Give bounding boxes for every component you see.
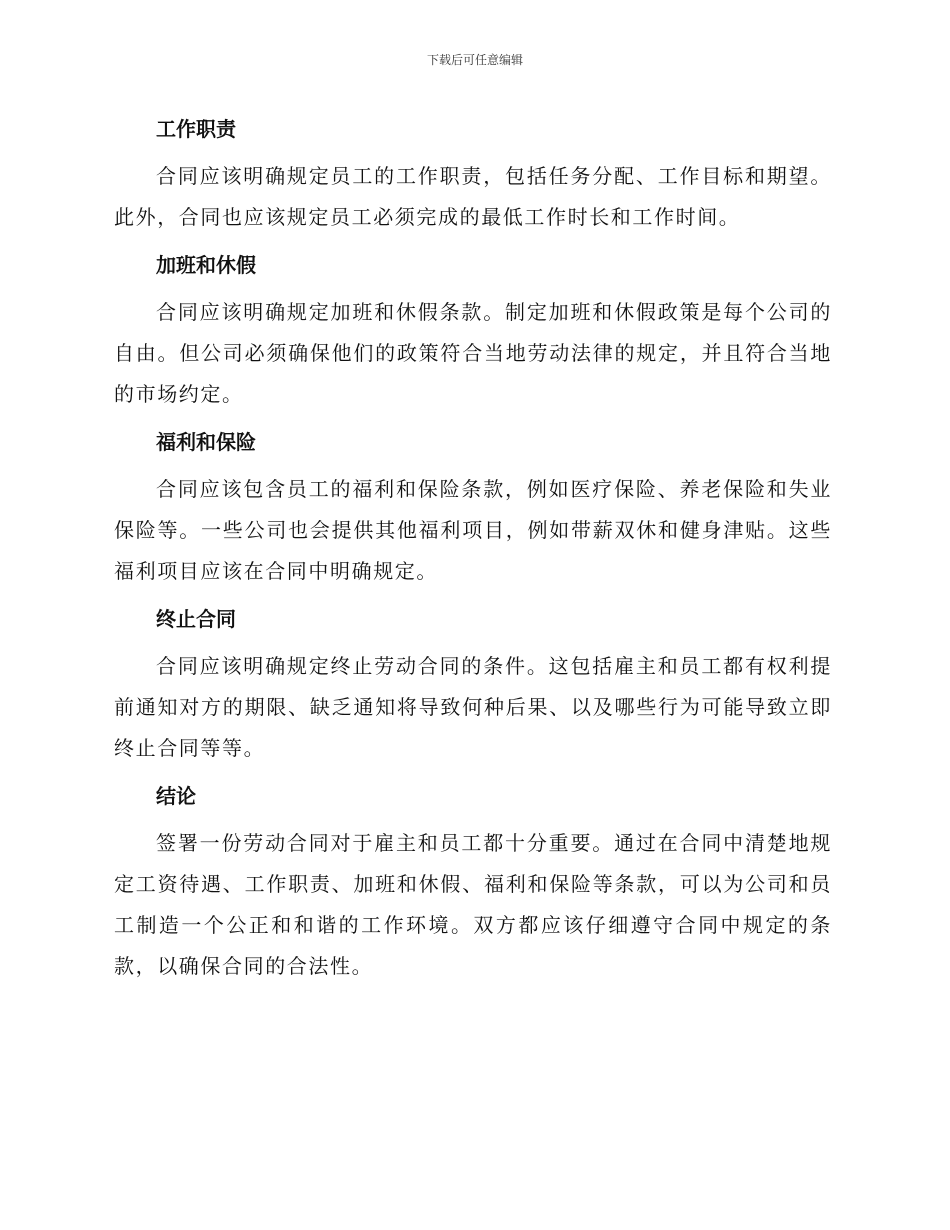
section-work-duties xyxy=(114,108,832,238)
section-heading: 结论 xyxy=(156,784,196,808)
section-paragraph: 合同应该包含员工的福利和保险条款，例如医疗保险、养老保险和失业保险等。一些公司也会提供其他福利项目，例如带薪双休和健身津贴。这些福利项目应该在合同中明确规定。 xyxy=(114,477,832,583)
section-paragraph: 合同应该明确规定员工的工作职责，包括任务分配、工作目标和期望。此外，合同也应该规定员工必须完成的最低工作时长和工作时间。 xyxy=(114,164,832,229)
document-body xyxy=(114,108,832,993)
section-paragraph: 签署一份劳动合同对于雇主和员工都十分重要。通过在合同中清楚地规定工资待遇、工作职责、加班和休假、福利和保险等条款，可以为公司和员工制造一个公正和和谐的工作环境。双方都应该仔细遵守合同中规定的条款，以确保合同的合法性。 xyxy=(114,831,832,978)
section-paragraph: 合同应该明确规定加班和休假条款。制定加班和休假政策是每个公司的自由。但公司必须确保他们的政策符合当地劳动法律的规定，并且符合当地的市场约定。 xyxy=(114,300,832,406)
section-conclusion xyxy=(114,775,832,987)
section-benefits-insurance xyxy=(114,421,832,592)
section-heading: 终止合同 xyxy=(156,607,236,631)
section-paragraph: 合同应该明确规定终止劳动合同的条件。这包括雇主和员工都有权利提前通知对方的期限、缺乏通知将导致何种后果、以及哪些行为可能导致立即终止合同等等。 xyxy=(114,654,832,760)
page-header: 下载后可任意编辑 xyxy=(426,53,523,67)
section-heading: 工作职责 xyxy=(156,117,236,141)
section-termination xyxy=(114,598,832,769)
section-overtime-leave xyxy=(114,244,832,415)
section-heading: 加班和休假 xyxy=(156,253,256,277)
section-heading: 福利和保险 xyxy=(156,430,256,454)
